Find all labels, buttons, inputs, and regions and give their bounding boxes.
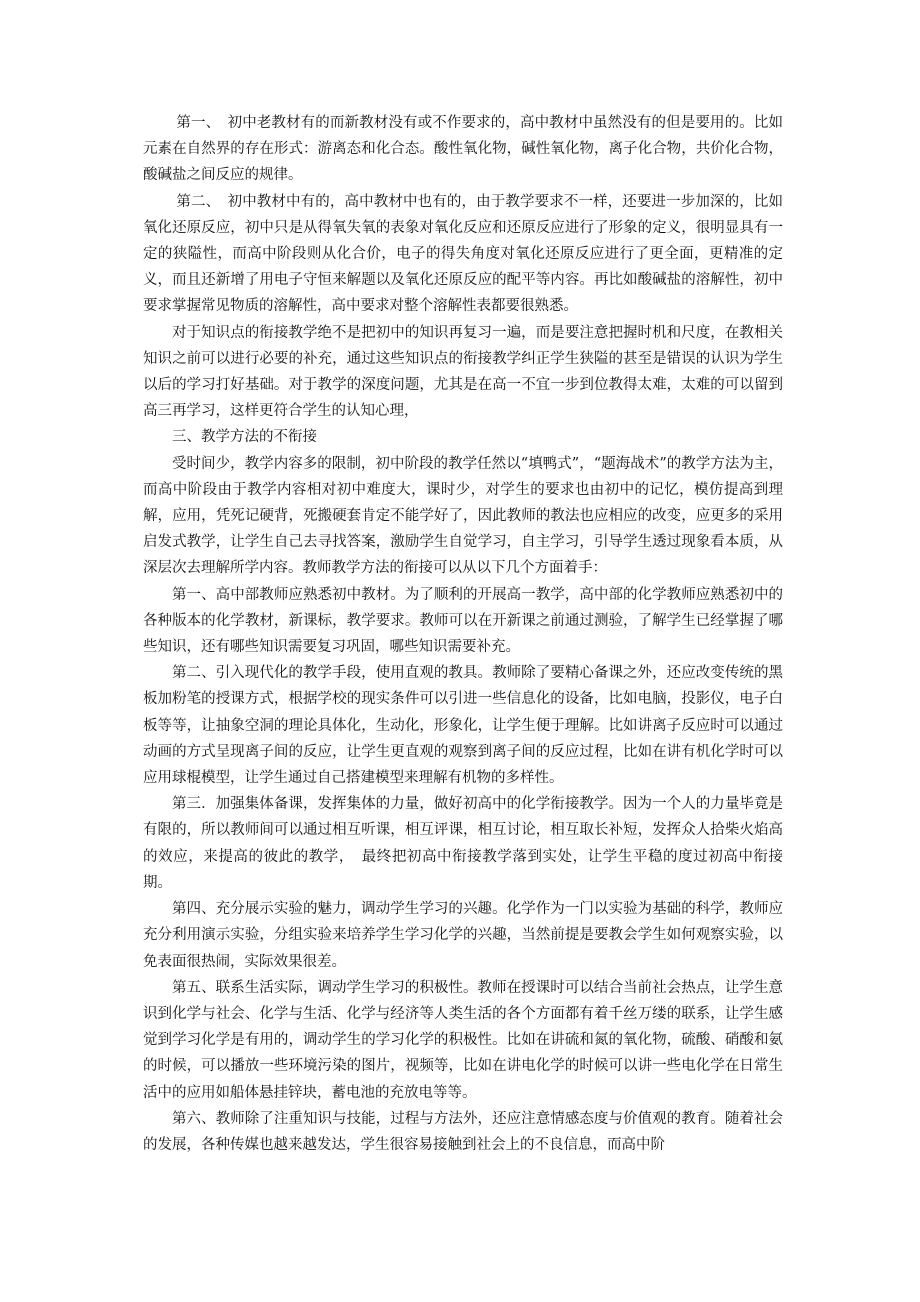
section-heading-teaching-methods: 三、教学方法的不衔接	[172, 429, 317, 446]
paragraph-teaching-methods-intro: 受时间少，教学内容多的限制，初中阶段的教学任然以“填鸭式”，“题海战术”的教学方法为主，而高中阶段由于教学内容相对初中难度大，课时少，对学生的要求也由初中的记忆，模仿提高到理解，应用，凭死记硬背，死搬硬套肯定不能学好了，因此教师的教法也应相应的改变，应更多的采用启发式教学，让学生自己去寻找答案，激励学生自觉学习，自主学习，引导学生透过现象看本质，从深层次去理解所学内容。教师教学方法的衔接可以从以下几个方面着手：	[143, 455, 783, 577]
document-body	[143, 110, 783, 1158]
paragraph-method-two: 第二、引入现代化的教学手段，使用直观的教具。教师除了要精心备课之外，还应改变传统的黑板加粉笔的授课方式，根据学校的现实条件可以引进一些信息化的设备，比如电脑，投影仪，电子白板等等，让抽象空洞的理论具体化，生动化，形象化，让学生便于理解。比如讲离子反应时可以通过动画的方式呈现离子间的反应，让学生更直观的观察到离子间的反应过程，比如在讲有机化学时可以应用球棍模型，让学生通过自己搭建模型来理解有机物的多样性。	[143, 665, 783, 787]
paragraph-knowledge-bridging: 对于知识点的衔接教学绝不是把初中的知识再复习一遍，而是要注意把握时机和尺度，在教相关知识之前可以进行必要的补充，通过这些知识点的衔接教学纠正学生狭隘的甚至是错误的认识为学生以后的学习打好基础。对于教学的深度问题，尤其是在高一不宜一步到位教得太难，太难的可以留到高三再学习，这样更符合学生的认知心理，	[143, 324, 783, 420]
paragraph-method-four: 第四、充分展示实验的魅力，调动学生学习的兴趣。化学作为一门以实验为基础的科学，教师应充分利用演示实验，分组实验来培养学生学习化学的兴趣，当然前提是要教会学生如何观察实验，以免表面很热闹，实际效果很差。	[143, 901, 783, 970]
paragraph-method-five: 第五、联系生活实际，调动学生学习的积极性。教师在授课时可以结合当前社会热点，让学生意识到化学与社会、化学与生活、化学与经济等人类生活的各个方面都有着千丝万缕的联系，让学生感觉到学习化学是有用的，调动学生的学习化学的积极性。比如在讲硫和氮的氧化物，硫酸、硝酸和氨的时候，可以播放一些环境污染的图片，视频等，比如在讲电化学的时候可以讲一些电化学在日常生活中的应用如船体悬挂锌块，蓄电池的充放电等等。	[143, 979, 783, 1101]
paragraph-method-three: 第三．加强集体备课，发挥集体的力量，做好初高中的化学衔接教学。因为一个人的力量毕竟是有限的，所以教师间可以通过相互听课，相互评课，相互讨论，相互取长补短，发挥众人拾柴火焰高的效应，来提高的彼此的教学， 最终把初高中衔接教学落到实处，让学生平稳的度过初高中衔接期。	[143, 796, 783, 891]
paragraph-point-one: 第一、 初中老教材有的而新教材没有或不作要求的，高中教材中虽然没有的但是要用的。比如元素在自然界的存在形式：游离态和化合态。酸性氧化物，碱性氧化物，离子化合物，共价化合物，酸碱盐之间反应的规律。	[143, 115, 783, 184]
paragraph-method-one: 第一、高中部教师应熟悉初中教材。为了顺利的开展高一教学，高中部的化学教师应熟悉初中的各种版本的化学教材，新课标，教学要求。教师可以在开新课之前通过测验，了解学生已经掌握了哪些知识，还有哪些知识需要复习巩固，哪些知识需要补充。	[143, 586, 783, 656]
paragraph-method-six: 第六、教师除了注重知识与技能，过程与方法外，还应注意情感态度与价值观的教育。随着社会的发展，各种传媒也越来越发达，学生很容易接触到社会上的不良信息，而高中阶	[143, 1110, 783, 1153]
paragraph-point-two: 第二、 初中教材中有的，高中教材中也有的，由于教学要求不一样，还要进一步加深的，比如氧化还原反应，初中只是从得氧失氧的表象对氧化反应和还原反应进行了形象的定义，很明显具有一定的狭隘性，而高中阶段则从化合价，电子的得失角度对氧化还原反应进行了更全面，更精准的定义，而且还新增了用电子守恒来解题以及氧化还原反应的配平等内容。再比如酸碱盐的溶解性，初中要求掌握常见物质的溶解性，高中要求对整个溶解性表都要很熟悉。	[143, 193, 783, 315]
